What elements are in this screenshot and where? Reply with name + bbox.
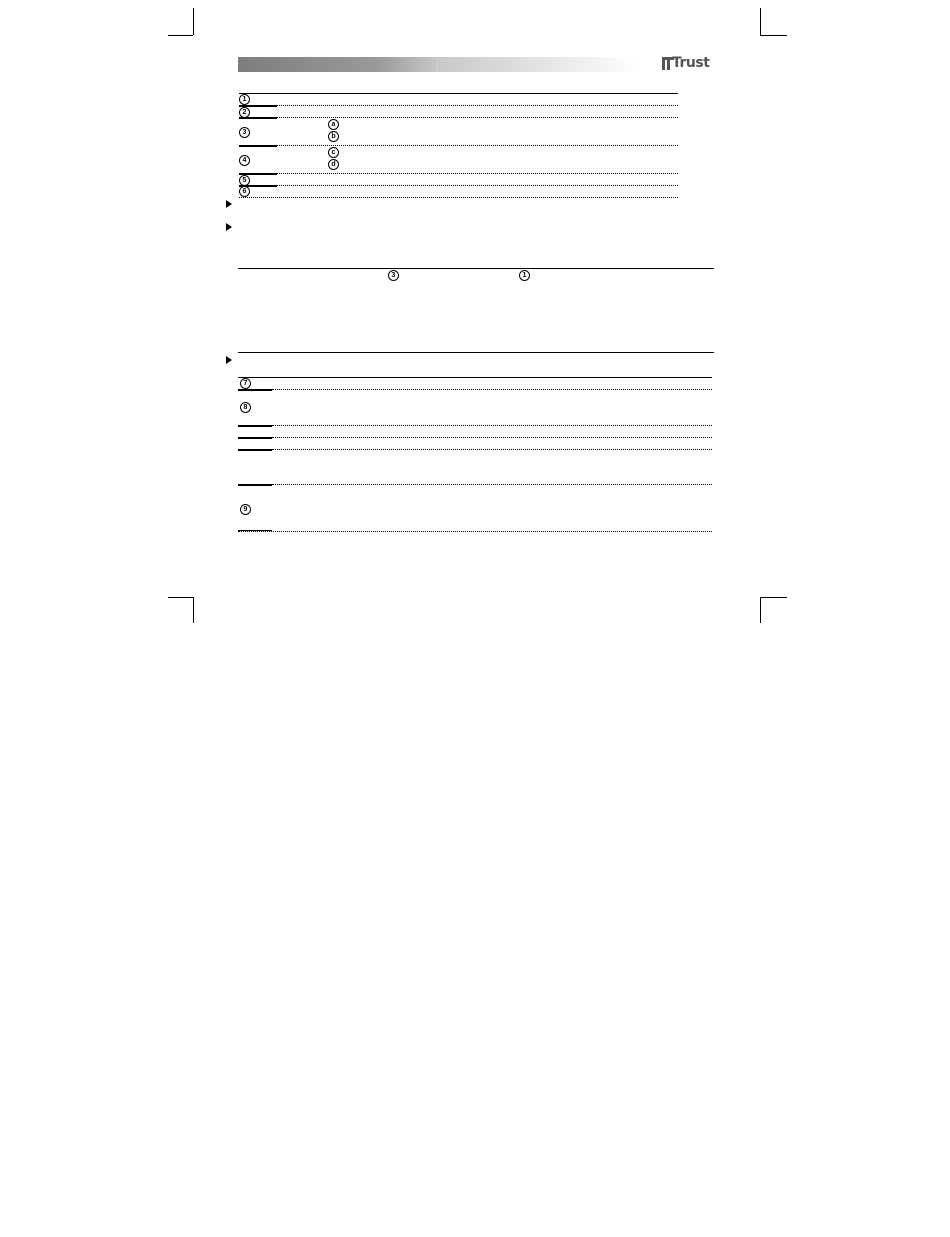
table1-top-rule [239, 93, 678, 94]
bullet-triangle [226, 356, 232, 364]
marker-4: 4 [239, 155, 250, 166]
crop-mark-top-right-h [760, 35, 787, 36]
marker-c: c [328, 147, 339, 158]
crop-mark-top-left-v [193, 8, 194, 35]
crop-mark-bottom-right-v [760, 597, 761, 623]
row-rule-short [238, 425, 272, 427]
row-rule-dotted [272, 437, 712, 438]
table2-top-rule [238, 377, 712, 378]
section2-top-rule [238, 268, 714, 269]
row-rule-short [238, 449, 272, 451]
row-rule-short [239, 145, 277, 147]
crop-mark-top-left-h [168, 35, 193, 36]
inline-marker-3: 3 [388, 270, 399, 281]
inline-marker-1: 1 [519, 270, 530, 281]
header-divider [437, 57, 438, 72]
marker-6: 6 [239, 186, 250, 197]
bullet-triangle [226, 200, 232, 208]
trust-logo: Trust [672, 55, 710, 71]
row-rule-dotted [277, 117, 678, 118]
marker-1: 1 [239, 94, 250, 105]
row-rule-short [238, 484, 272, 486]
crop-mark-bottom-left-h [168, 597, 193, 598]
section3-top-rule [238, 352, 714, 353]
marker-d: d [328, 159, 339, 170]
marker-3: 3 [239, 127, 250, 138]
row-rule-dotted [277, 185, 678, 186]
marker-9: 9 [240, 504, 251, 515]
crop-mark-top-right-v [760, 8, 761, 35]
marker-b: b [328, 131, 339, 142]
row-rule-dotted [272, 449, 712, 450]
marker-7: 7 [240, 378, 251, 389]
marker-2: 2 [239, 107, 250, 118]
row-rule-dotted [272, 425, 712, 426]
row-rule-dotted [272, 484, 712, 485]
marker-5: 5 [239, 175, 250, 186]
marker-8: 8 [240, 402, 251, 413]
row-rule-short [238, 530, 272, 531]
crop-mark-bottom-left-v [193, 597, 194, 623]
table1-bottom-rule [239, 197, 678, 198]
row-rule-dotted [277, 145, 678, 146]
row-rule-dotted [277, 105, 678, 106]
row-rule-dotted [277, 173, 678, 174]
table2-bottom-rule [238, 531, 712, 532]
header-gradient-bar [238, 57, 638, 72]
bullet-triangle [226, 223, 232, 231]
row-rule-short [239, 117, 277, 119]
row-rule-dotted [272, 389, 712, 390]
marker-a: a [328, 119, 339, 130]
row-rule-short [238, 437, 272, 439]
row-rule-short [238, 389, 272, 391]
crop-mark-bottom-right-h [760, 597, 787, 598]
